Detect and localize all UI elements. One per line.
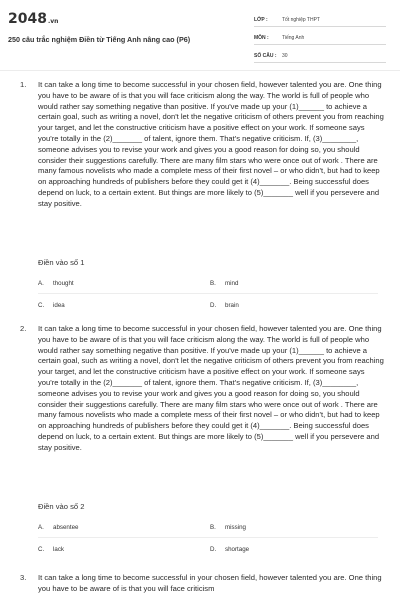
question-number: 2. bbox=[20, 324, 27, 333]
meta-grade bbox=[254, 13, 386, 27]
page-header bbox=[0, 0, 400, 72]
question-number: 1. bbox=[20, 80, 27, 89]
option-letter: A. bbox=[38, 524, 44, 531]
option-letter: D. bbox=[210, 546, 217, 553]
meta-count bbox=[254, 49, 386, 63]
option-separator bbox=[38, 293, 378, 294]
site-logo[interactable] bbox=[8, 11, 58, 27]
option-letter: C. bbox=[38, 302, 45, 309]
meta-subject-label: MÔN : bbox=[254, 34, 269, 41]
option-c[interactable] bbox=[38, 302, 65, 309]
document-meta bbox=[254, 13, 386, 67]
option-separator bbox=[38, 537, 378, 538]
option-d[interactable] bbox=[210, 302, 239, 309]
meta-subject-value: Tiếng Anh bbox=[282, 34, 305, 41]
option-text: thought bbox=[53, 280, 74, 287]
option-b[interactable] bbox=[210, 524, 246, 531]
logo-text: 2048 bbox=[8, 11, 47, 27]
option-a[interactable] bbox=[38, 524, 78, 531]
meta-grade-value: Tốt nghiệp THPT bbox=[282, 16, 320, 23]
option-b[interactable] bbox=[210, 280, 238, 287]
option-d[interactable] bbox=[210, 546, 249, 553]
option-letter: A. bbox=[38, 280, 44, 287]
option-text: brain bbox=[225, 302, 239, 309]
option-letter: B. bbox=[210, 280, 216, 287]
question-passage: It can take a long time to become successful in your chosen field, however talented you are. One thing you have to be aware of is that you will face criticism along the way. The world is full of people who would rather say something negative than positive. If you've made up your (1)______ to achieve a certain goal, such as writing a novel, don't let the negative criticism of others prevent you from reaching your target, and let the constructive criticism have a positive effect on your work. If someone says you're totally in the (2)_______ of talent, ignore them. That's negative criticism. If, (3)________, someone advises you to revise your work and gives you a good reason for doing so, you should consider their suggestions carefully. There are many film stars who were once out of work . There are many famous novelists who made a complete mess of their first novel – or who didn't, but had to keep on approaching hundreds of publishers before they could get it (4)_______. Being successful does depend on luck, to a certain extent. But things are more likely to (5)_______ well if you persevere and stay positive. bbox=[38, 80, 384, 208]
option-text: lack bbox=[53, 546, 65, 553]
document-title: 250 câu trắc nghiệm Điền từ Tiếng Anh nâng cao (P6) bbox=[8, 35, 191, 44]
question-number: 3. bbox=[20, 573, 27, 582]
option-text: absentee bbox=[53, 524, 79, 531]
option-a[interactable] bbox=[38, 280, 74, 287]
option-letter: B. bbox=[210, 524, 216, 531]
meta-count-label: SỐ CÂU : bbox=[254, 52, 277, 59]
option-letter: C. bbox=[38, 546, 45, 553]
question-passage: It can take a long time to become successful in your chosen field, however talented you are. One thing you have to be aware of is that you will face criticism along the way. The world is full of people who would rather say something negative than positive. If you've made up your (1)______ to achieve a certain goal, such as writing a novel, don't let the negative criticism of others prevent you from reaching your target, and let the constructive criticism have a positive effect on your work. If someone says you're totally in the (2)_______ of talent, ignore them. That's negative criticism. If, (3)________, someone advises you to revise your work and gives you a good reason for doing so, you should consider their suggestions carefully. There are many film stars who were once out of work . There are many famous novelists who made a complete mess of their first novel – or who didn't, but had to keep on approaching hundreds of publishers before they could get it (4)_______. Being successful does depend on luck, to a certain extent. But things are more likely to (5)_______ well if you persevere and stay positive. bbox=[38, 324, 384, 452]
logo-suffix: .vn bbox=[47, 18, 59, 25]
option-text: mind bbox=[225, 280, 239, 287]
option-c[interactable] bbox=[38, 546, 64, 553]
header-divider bbox=[0, 70, 400, 71]
meta-subject bbox=[254, 31, 386, 45]
question-prompt: Điền vào số 2 bbox=[38, 502, 85, 511]
option-text: missing bbox=[225, 524, 246, 531]
option-text: idea bbox=[53, 302, 65, 309]
meta-count-value: 30 bbox=[282, 52, 288, 59]
question-prompt: Điền vào số 1 bbox=[38, 258, 85, 267]
option-letter: D. bbox=[210, 302, 217, 309]
meta-grade-label: LỚP : bbox=[254, 16, 268, 23]
option-text: shortage bbox=[225, 546, 250, 553]
question-passage: It can take a long time to become successful in your chosen field, however talented you are. One thing you have to be aware of is that you will face criticism bbox=[38, 573, 382, 593]
